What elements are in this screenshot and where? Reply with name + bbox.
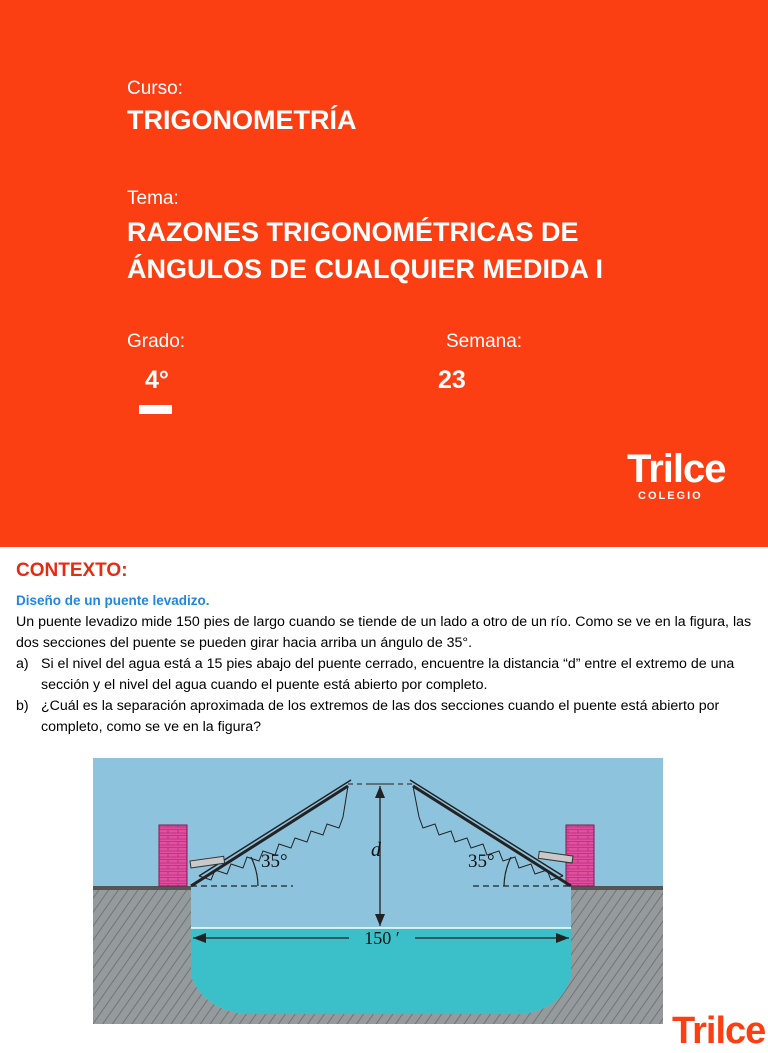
topic-label: Tema: <box>127 188 179 209</box>
item-text: ¿Cuál es la separación aproximada de los extremos de las dos secciones cuando el puente está abierto por completo, como se ve en la figura? <box>41 698 720 735</box>
right-bank-edge <box>571 886 663 890</box>
right-angle-label: 35° <box>468 851 495 872</box>
grade-underline <box>139 405 172 414</box>
course-label: Curso: <box>127 78 183 99</box>
height-label: d <box>371 839 381 861</box>
problem-text <box>16 612 761 738</box>
week-value: 23 <box>438 366 466 394</box>
topic-title-line2: ÁNGULOS DE CUALQUIER MEDIDA I <box>127 254 604 284</box>
grade-label: Grado: <box>127 331 186 352</box>
context-subtitle: Diseño de un puente levadizo. <box>16 593 210 608</box>
left-angle-label: 35° <box>261 851 288 872</box>
footer-trilce-logo: Trilce <box>672 1010 766 1052</box>
item-marker: a) <box>16 656 29 672</box>
context-heading: CONTEXTO: <box>16 560 128 581</box>
drawbridge-figure <box>93 758 663 1024</box>
logo-wordmark: Trilce <box>627 447 726 491</box>
problem-item-b <box>16 696 761 738</box>
item-text: Si el nivel del agua está a 15 pies abajo del puente cerrado, encuentre la distancia “d” entre el extremo de una sección y el nivel del agua cuando el puente está abierto por completo. <box>41 656 735 693</box>
context-slide <box>0 548 768 1052</box>
problem-item-a <box>16 654 761 696</box>
left-tower <box>159 825 187 886</box>
grade-value: 4° <box>145 366 169 394</box>
trilce-logo <box>627 447 726 502</box>
item-marker: b) <box>16 698 29 714</box>
left-bank-edge <box>93 886 191 890</box>
logo-subtitle: COLEGIO <box>638 490 703 502</box>
span-label: 150 ′ <box>364 928 400 948</box>
problem-intro: Un puente levadizo mide 150 pies de largo cuando se tiende de un lado a otro de un río. Como se ve en la figura, las dos secciones del puente se pueden girar hacia arriba un ángulo de 35°. <box>16 614 752 651</box>
course-title: TRIGONOMETRÍA <box>127 105 357 135</box>
topic-title-line1: RAZONES TRIGONOMÉTRICAS DE <box>127 217 579 247</box>
week-label: Semana: <box>446 331 523 352</box>
